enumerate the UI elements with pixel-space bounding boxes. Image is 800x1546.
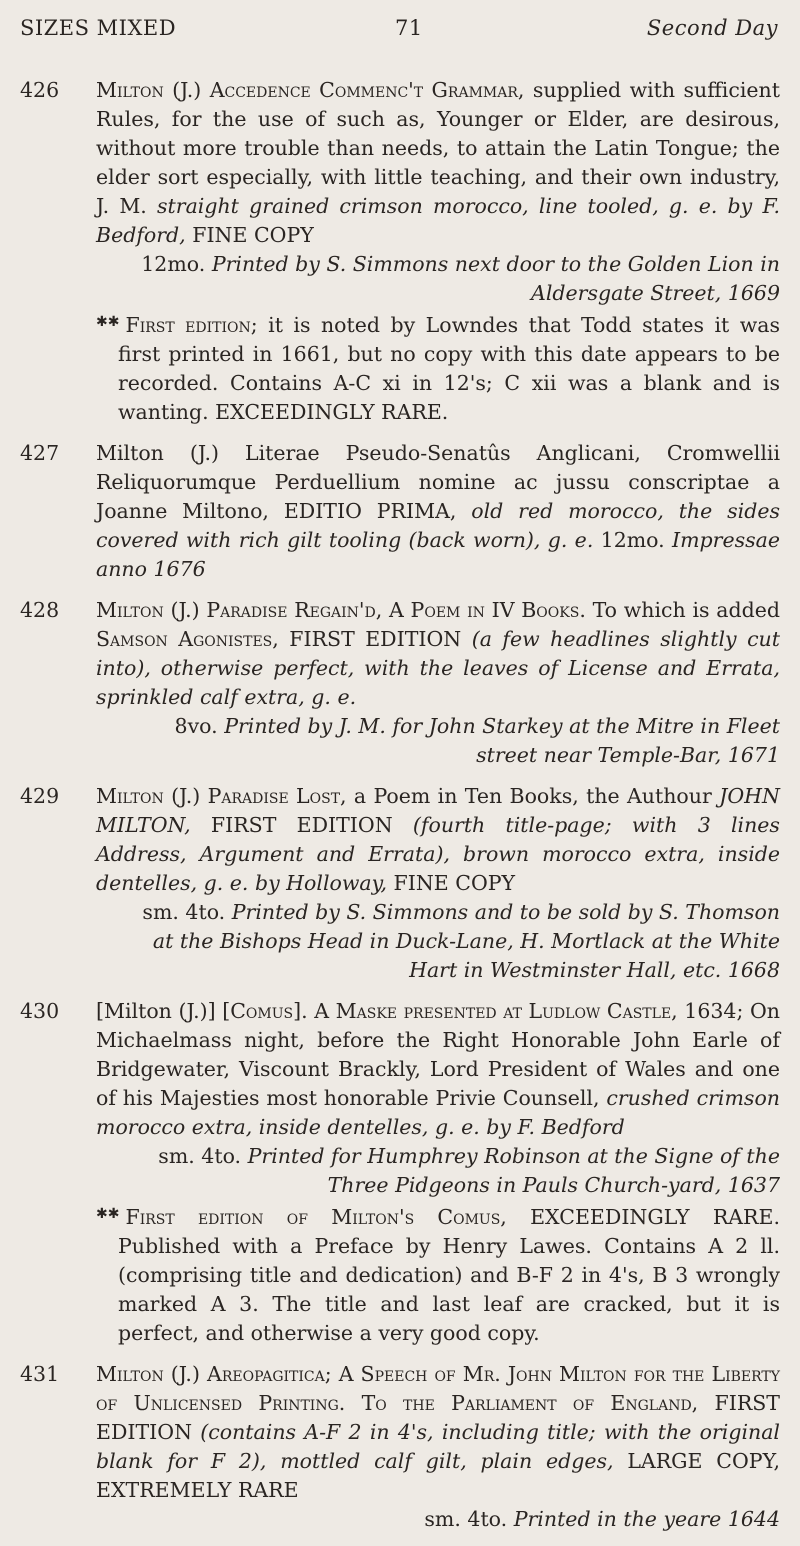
lot-edition: FIRST EDITION (96, 1391, 780, 1444)
asterism-icon: ✱✱ (96, 1206, 120, 1222)
lot-entry (20, 439, 780, 584)
lot-list (20, 76, 780, 1546)
lot-entry (20, 782, 780, 985)
lot-format: sm. 4to. (424, 1507, 508, 1531)
lot-note (96, 1200, 780, 1348)
lot-author: Milton (J.) (96, 784, 201, 808)
lot-imprint (96, 1505, 780, 1534)
header-section-title: SIZES MIXED (20, 16, 177, 40)
asterism-icon: ✱✱ (96, 314, 120, 330)
lot-copy-note: LARGE COPY, EXTREMELY RARE (96, 1449, 780, 1502)
lot-author: Milton (J.) (96, 598, 200, 622)
lot-rarity: EXCEEDINGLY RARE. (530, 1205, 780, 1229)
lot-entry (20, 76, 780, 427)
lot-number: 426 (20, 78, 60, 102)
lot-binding: straight grained crimson morocco, line tooled, g. e. by F. Bedford, (96, 194, 780, 247)
lot-entry (20, 596, 780, 770)
lot-binding: old red morocco, the sides covered with rich gilt tooling (back worn), g. e. (96, 499, 780, 552)
lot-copy-note: FINE COPY (192, 223, 314, 247)
lot-copy-note: FINE COPY (393, 871, 516, 895)
lot-binding: (fourth title-page; with 3 lines Address, Argument and Errata), brown morocco extra, inside dentelles, g. e. by Holloway, (96, 813, 780, 895)
lot-imprint (96, 1142, 780, 1200)
lot-imprint-text: Printed for Humphrey Robinson at the Signe of the Three Pidgeons in Pauls Church-yard, 1637 (247, 1144, 780, 1197)
lot-imprint-text: Printed by J. M. for John Starkey at the Mitre in Fleet street near Temple-Bar, 1671 (224, 714, 780, 767)
lot-number: 427 (20, 441, 60, 465)
lot-binding: (a few headlines slightly cut into), otherwise perfect, with the leaves of License and Errata, sprinkled calf extra, g. e. (96, 627, 780, 709)
lot-rarity: EXCEEDINGLY RARE. (215, 400, 449, 424)
lot-number: 429 (20, 784, 60, 808)
lot-description (96, 76, 780, 250)
lot-format: sm. 4to. (142, 900, 226, 924)
lot-note-lead: First edition of Milton's Comus, (125, 1205, 507, 1229)
lot-number: 431 (20, 1362, 60, 1386)
lot-edition: FIRST EDITION (210, 813, 393, 837)
lot-title: Paradise Lost, (207, 784, 347, 808)
lot-binding: crushed crimson morocco extra, inside dentelles, g. e. by F. Bedford (96, 1086, 780, 1139)
lot-description (96, 1360, 780, 1505)
lot-author: Milton (J.) (96, 1362, 200, 1386)
running-header (20, 8, 778, 48)
header-sale-day: Second Day (646, 16, 778, 40)
lot-imprint-text: Printed by S. Simmons and to be sold by S. Thomson at the Bishops Head in Duck-Lane, H. Mortlack at the White Hart in Westminster Hall, etc. 1668 (152, 900, 780, 982)
lot-title: A Maske presented at Ludlow Castle, (314, 999, 678, 1023)
lot-format: 12mo. (600, 528, 665, 552)
lot-text: To which is added (592, 598, 780, 622)
lot-binding: (contains A-F 2 in 4's, including title; with the original blank for F 2), mottled calf gilt, plain edges, (96, 1420, 780, 1473)
lot-title: Paradise Regain'd, A Poem in IV Books. (206, 598, 586, 622)
lot-number: 430 (20, 999, 60, 1023)
lot-note-text: Published with a Preface by Henry Lawes. Contains A 2 ll. (comprising title and dedication) and B-F 2 in 4's, B 3 wrongly marked A 3. The title and last leaf are cracked, but it is perfect, and otherwise a very good copy. (118, 1234, 780, 1345)
lot-format: sm. 4to. (158, 1144, 242, 1168)
lot-note-text: it is noted by Lowndes that Todd states it was first printed in 1661, but no copy with this date appears to be recorded. Contains A-C xi in 12's; C xii was a blank and is wanting. (118, 313, 781, 424)
lot-author: Milton (J.) (96, 78, 202, 102)
lot-imprint (96, 250, 780, 308)
lot-edition: EDITIO PRIMA, (283, 499, 457, 523)
lot-note (96, 308, 780, 427)
lot-description (96, 439, 780, 584)
lot-bracket-title: [Comus]. (222, 999, 308, 1023)
lot-number: 428 (20, 598, 60, 622)
lot-imprint-text: Printed in the yeare 1644 (513, 1507, 780, 1531)
lot-text: Literae Pseudo-Senatûs Anglicani, Cromwellii Reliquorumque Perduellium nomine ac jussu conscriptae a Joanne Miltono, (96, 441, 780, 523)
lot-text: supplied with sufficient Rules, for the use of such as, Younger or Elder, are desirous, without more trouble than needs, to attain the Latin Tongue; the elder sort especially, with little teaching, and their own industry, J. M. (96, 78, 780, 218)
lot-author: [Milton (J.)] (96, 999, 216, 1023)
lot-author: Milton (J.) (96, 441, 219, 465)
lot-note-lead: First edition; (125, 313, 258, 337)
lot-description (96, 596, 780, 712)
lot-edition: FIRST EDITION (289, 627, 462, 651)
lot-text: 1634; On Michaelmass night, before the Right Honorable John Earle of Bridgewater, Viscount Brackly, Lord President of Wales and one of his Majesties most honorable Privie Counsell, (96, 999, 780, 1110)
lot-format: 8vo. (174, 714, 218, 738)
lot-title: Accedence Commenc't Grammar, (209, 78, 525, 102)
lot-title: Areopagitica; A Speech of Mr. John Milton for the Liberty of Unlicensed Printing. To the Parliament of England, (96, 1362, 780, 1415)
lot-imprint (96, 898, 780, 985)
lot-author-caps: JOHN MILTON, (96, 784, 780, 837)
lot-entry (20, 1360, 780, 1534)
lot-format: 12mo. (141, 252, 206, 276)
page-number: 71 (395, 16, 423, 40)
lot-imprint-text: Impressae anno 1676 (96, 528, 780, 581)
lot-entry (20, 997, 780, 1348)
lot-description (96, 997, 780, 1142)
lot-title-2: Samson Agonistes, (96, 627, 279, 651)
lot-imprint (96, 712, 780, 770)
lot-description (96, 782, 780, 898)
lot-imprint-text: Printed by S. Simmons next door to the Golden Lion in Aldersgate Street, 1669 (211, 252, 780, 305)
lot-text: a Poem in Ten Books, the Authour (353, 784, 712, 808)
